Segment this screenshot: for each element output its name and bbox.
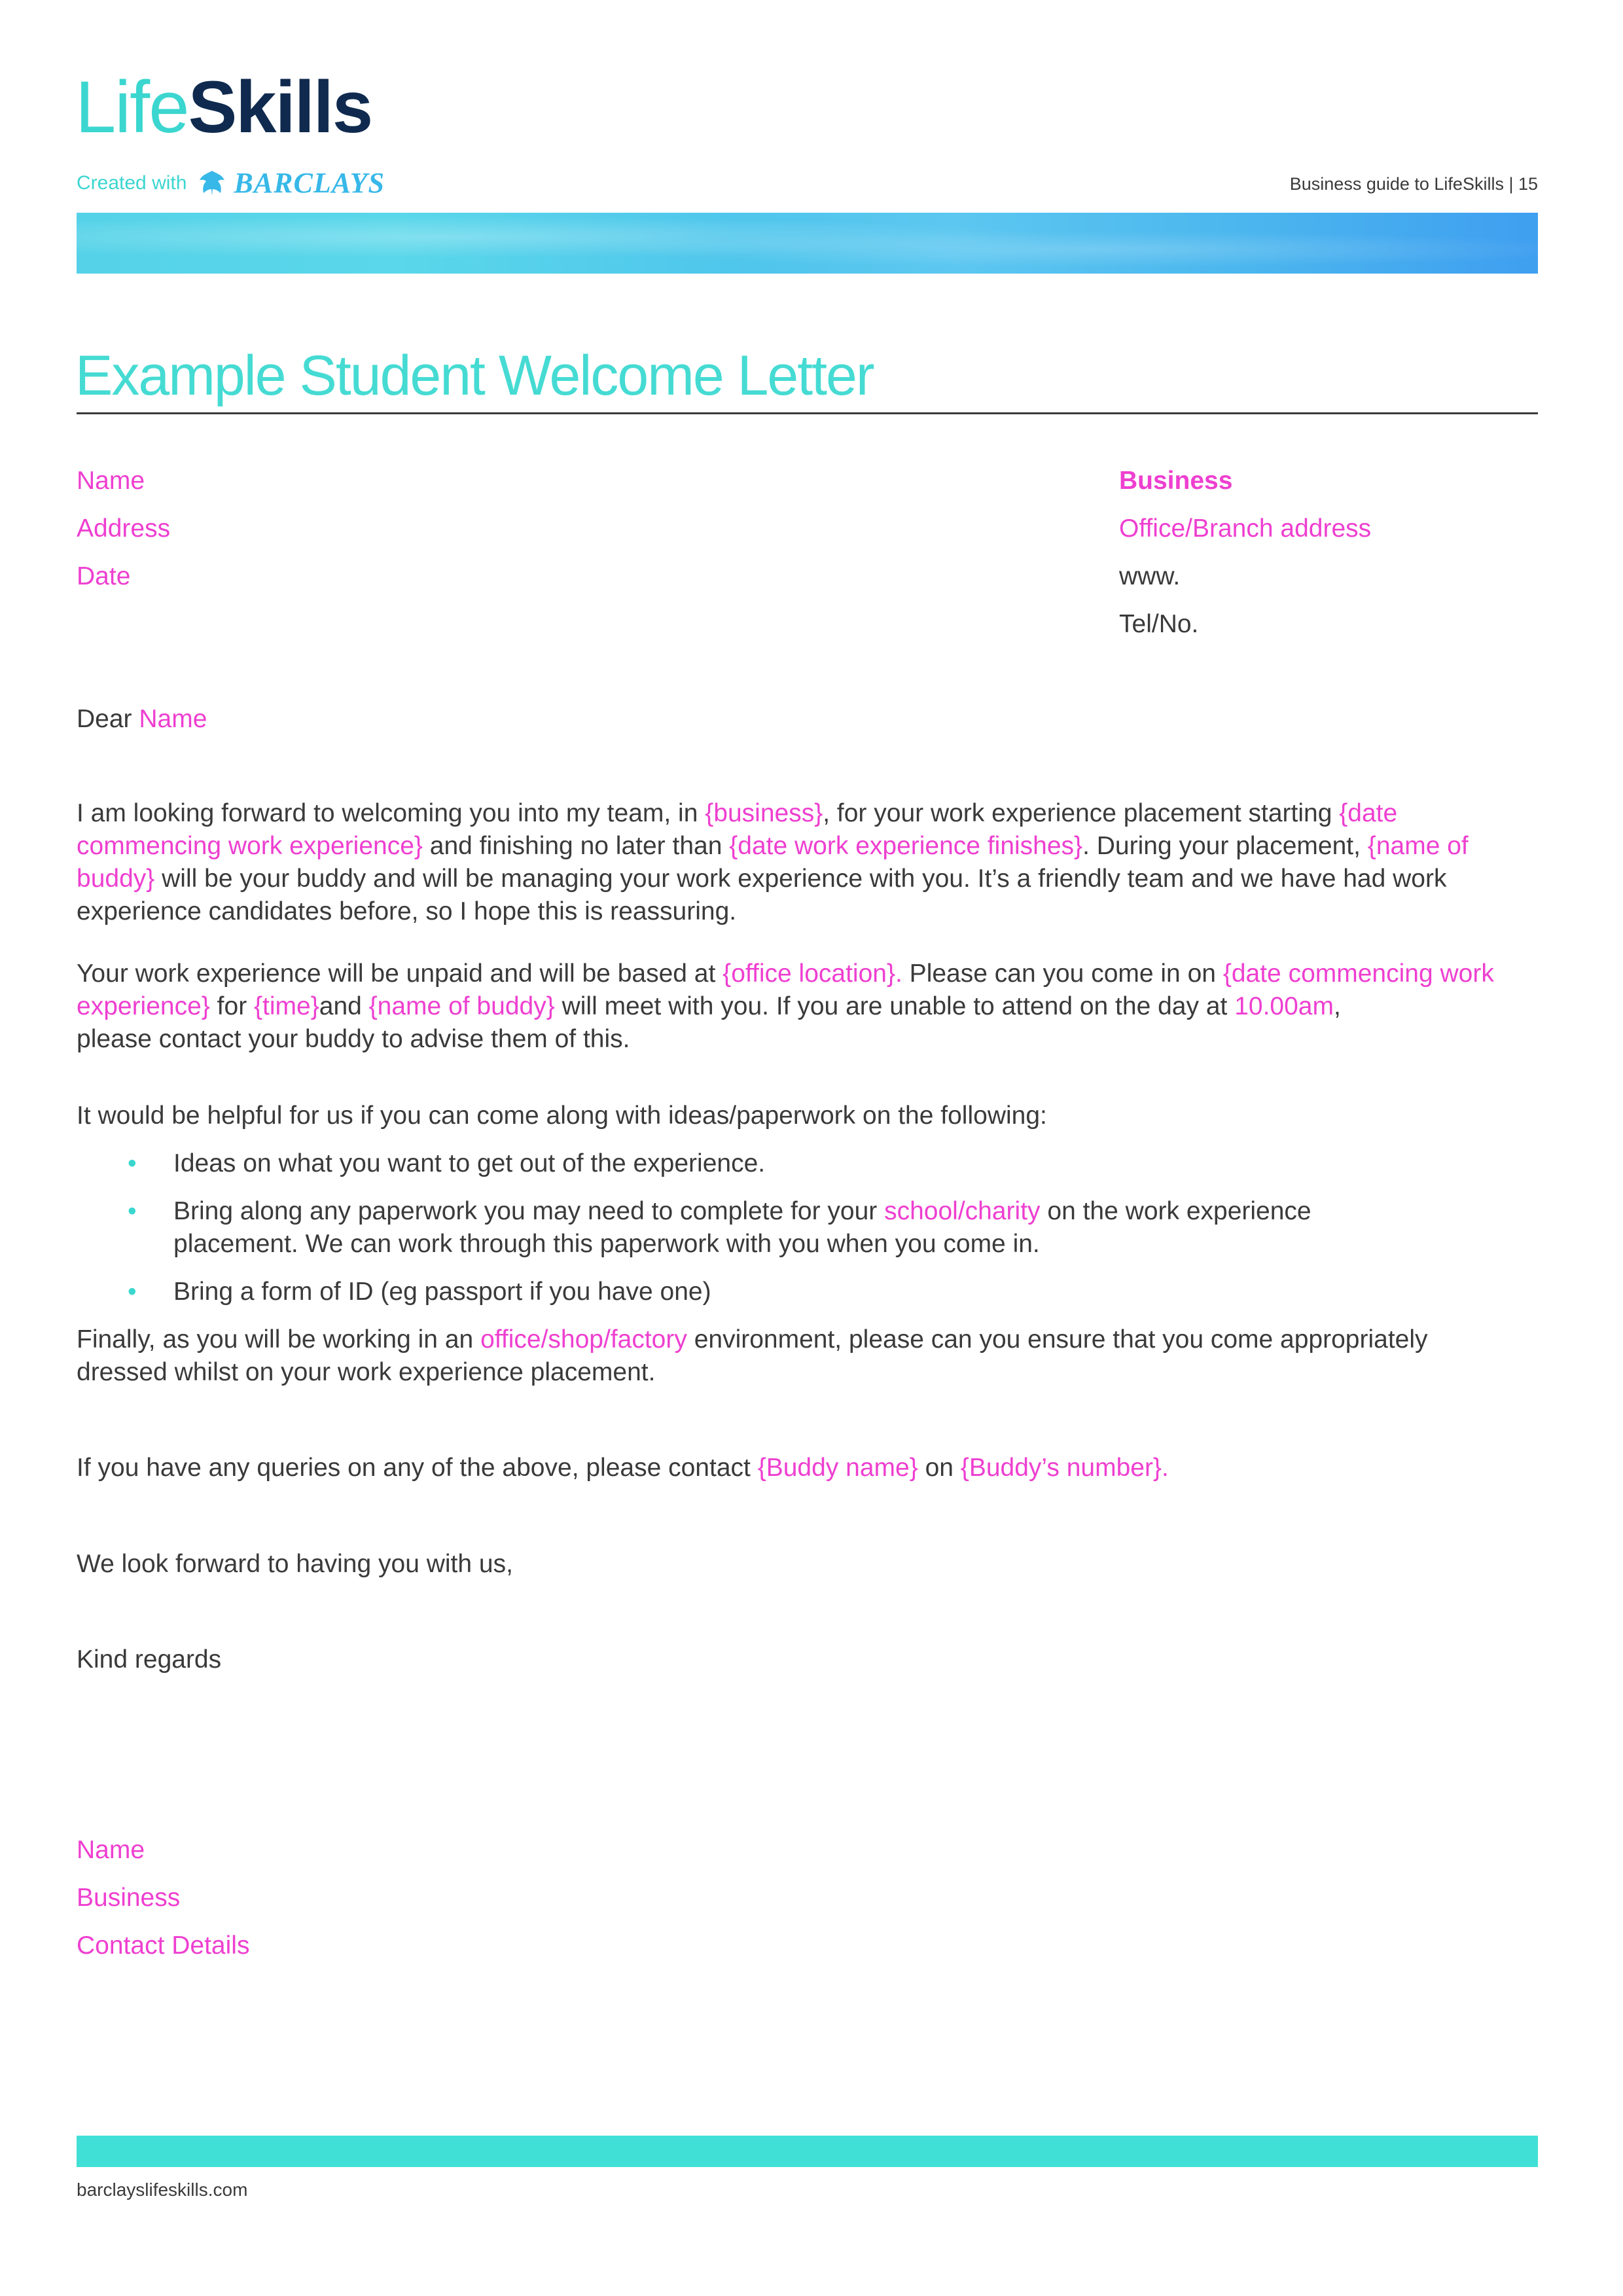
text: and: [319, 992, 369, 1020]
barclays-wordmark: BARCLAYS: [234, 167, 385, 199]
text: will be your buddy and will be managing your work experience with you. It’s a friendly team and we have had work experience candidates before, so I hope this is reassuring.: [77, 865, 1447, 925]
text: placement. We can work through this paperwork with you when you come in.: [173, 1230, 1040, 1258]
placeholder-environment: office/shop/factory: [480, 1325, 687, 1354]
greeting: [77, 703, 207, 736]
footer-bar: [77, 2136, 1538, 2167]
sender-web: www.: [1119, 562, 1181, 590]
recipient-address: Address: [77, 514, 171, 543]
placeholder-buddy-name: {name of buddy}: [368, 992, 555, 1020]
text: Finally, as you will be working in an: [77, 1325, 481, 1354]
footer-url: barclayslifeskills.com: [77, 2179, 248, 2200]
header-banner: [77, 213, 1538, 274]
paragraph-logistics: [77, 958, 1543, 1056]
placeholder-start-time: 10.00am: [1234, 992, 1334, 1020]
barclays-eagle-icon: [196, 167, 228, 200]
recipient-name: Name: [77, 467, 145, 495]
bullet-marker: •: [128, 1278, 137, 1306]
text: I am looking forward to welcoming you into my team, in: [77, 799, 705, 827]
bullet-ideas: Ideas on what you want to get out of the experience.: [173, 1149, 766, 1177]
text: for: [209, 992, 255, 1020]
text: Bring along any paperwork you may need to complete for your: [173, 1197, 885, 1225]
text: and finishing no later than: [422, 832, 730, 860]
text: dressed whilst on your work experience placement.: [77, 1358, 656, 1386]
page-title: Example Student Welcome Letter: [75, 344, 874, 407]
sender-tel: Tel/No.: [1119, 610, 1199, 638]
greeting-dear: Dear: [77, 705, 139, 733]
text: ,: [1333, 992, 1341, 1020]
bullet-marker: •: [128, 1197, 137, 1225]
paragraph-intro: [77, 797, 1543, 928]
recipient-date: Date: [77, 562, 131, 590]
text: Please can you come in on: [902, 960, 1223, 988]
text: environment, please can you ensure that you come appropriately: [687, 1325, 1428, 1354]
placeholder-start-date: {date commencing work experience}: [77, 960, 1494, 1020]
placeholder-school-charity: school/charity: [884, 1197, 1041, 1225]
text: . During your placement,: [1082, 832, 1368, 860]
paragraph-queries: [77, 1452, 1169, 1484]
text: Your work experience will be unpaid and will be based at: [77, 960, 723, 988]
bullet-paperwork: [173, 1195, 1417, 1261]
page-tag: Business guide to LifeSkills | 15: [1289, 174, 1538, 194]
placeholder-business: {business}: [705, 799, 823, 827]
text: please contact your buddy to advise them of this.: [77, 1025, 630, 1053]
paragraph-requirements: It would be helpful for us if you can come along with ideas/paperwork on the following:: [77, 1102, 1047, 1130]
created-with-text: Created with: [77, 171, 187, 194]
logo-skills-text: Skills: [188, 66, 372, 148]
logo-life-text: Life: [75, 66, 188, 148]
placeholder-end-date: {date work experience finishes}: [729, 832, 1083, 860]
bullet-id: Bring a form of ID (eg passport if you have one): [173, 1278, 711, 1306]
placeholder-buddy-name: {Buddy name}: [757, 1454, 918, 1482]
sender-address: Office/Branch address: [1119, 514, 1372, 543]
text: on: [918, 1454, 961, 1482]
placeholder-buddy-name: {name of buddy}: [77, 832, 1469, 893]
sign-off: Kind regards: [77, 1645, 222, 1674]
placeholder-time: {time}: [254, 992, 319, 1020]
greeting-name: Name: [139, 705, 207, 733]
placeholder-office-location: {office location}.: [722, 960, 902, 988]
text: If you have any queries on any of the above, please contact: [77, 1454, 758, 1482]
closing-line: We look forward to having you with us,: [77, 1550, 513, 1578]
paragraph-dress-code: [77, 1323, 1543, 1389]
signature-name: Name: [77, 1836, 145, 1864]
lifeskills-logo: [75, 66, 372, 148]
bullet-marker: •: [128, 1149, 137, 1177]
placeholder-start-date: {date commencing work experience}: [77, 799, 1398, 860]
title-divider: [77, 412, 1538, 414]
sender-business: Business: [1119, 467, 1233, 495]
signature-business: Business: [77, 1884, 181, 1912]
text: will meet with you. If you are unable to attend on the day at: [554, 992, 1235, 1020]
created-with-barclays: [77, 166, 385, 200]
text: , for your work experience placement starting: [823, 799, 1340, 827]
signature-contact: Contact Details: [77, 1931, 250, 1960]
placeholder-buddy-number: {Buddy’s number}.: [960, 1454, 1169, 1482]
text: on the work experience: [1040, 1197, 1311, 1225]
